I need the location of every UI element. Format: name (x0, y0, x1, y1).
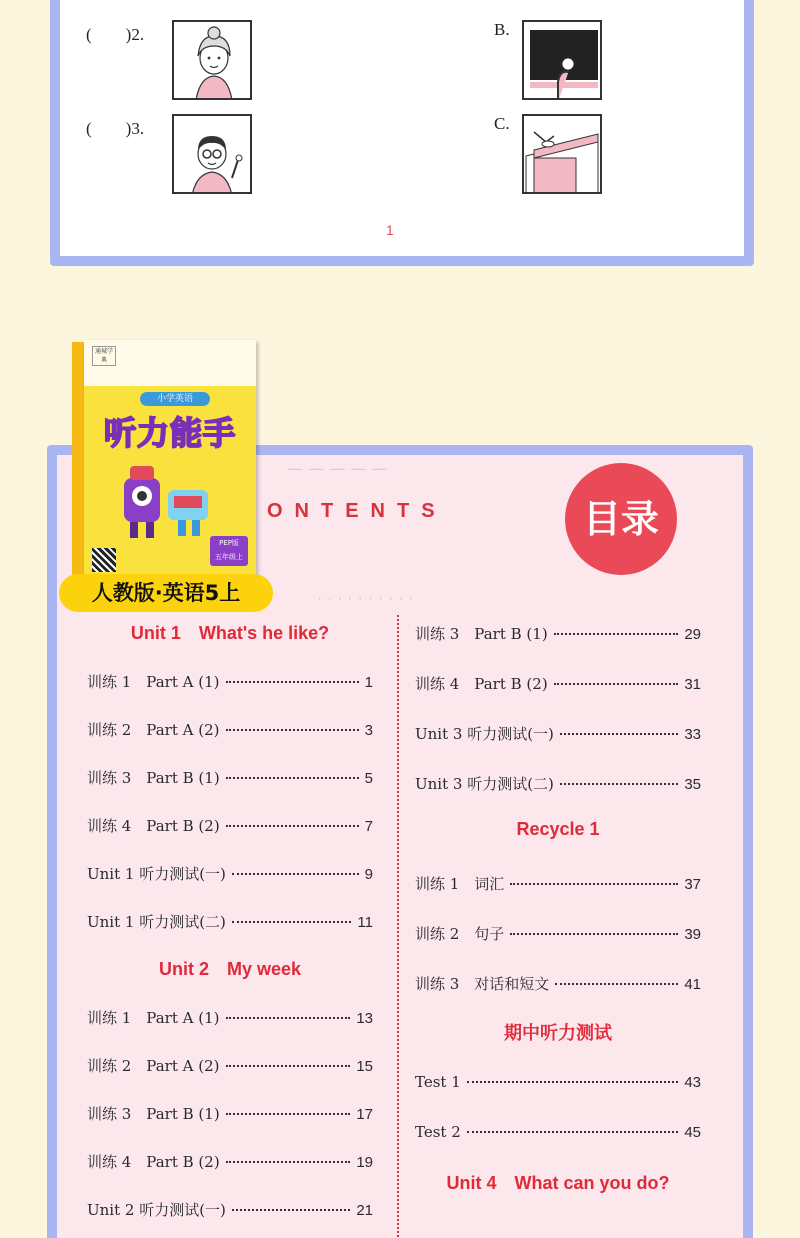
leader-dots (226, 729, 359, 731)
toc-entry-label: Test 2 (415, 1123, 461, 1141)
leader-dots (554, 683, 679, 685)
toc-entry[interactable] (87, 767, 373, 788)
toc-entry-label: 训练 1 词汇 (415, 875, 505, 893)
toc-entry-page: 21 (356, 1202, 373, 1219)
toc-entry-label: 训练 4 Part B (2) (415, 675, 548, 693)
section-heading: Unit 2 My week (158, 959, 302, 979)
toc-entry-label: Test 1 (415, 1073, 461, 1091)
book-cover (72, 340, 256, 584)
bleed-through-text: · · · · · · · · · · (317, 589, 414, 608)
leader-dots (554, 633, 679, 635)
robot-illustration (116, 460, 216, 546)
toc-entry-label: 训练 3 Part B (1) (87, 769, 220, 787)
toc-entry-label: 训练 2 Part A (2) (87, 721, 220, 739)
toc-entry-page: 15 (356, 1058, 373, 1075)
leader-dots (226, 1017, 351, 1019)
toc-entry-label: Unit 1 听力测试(一) (87, 865, 226, 883)
leader-dots (467, 1131, 679, 1133)
toc-entry[interactable] (415, 873, 701, 894)
leader-dots (555, 983, 678, 985)
toc-entry[interactable] (415, 923, 701, 944)
grade-badge-bottom: 五年级上 (215, 553, 243, 561)
toc-entry-page: 19 (356, 1154, 373, 1171)
grade-badge-top: PEP版 (219, 539, 239, 547)
leader-dots (467, 1081, 679, 1083)
toc-entry-label: Unit 3 听力测试(二) (415, 775, 554, 793)
toc-entry[interactable] (415, 1073, 701, 1091)
page-number: 1 (386, 222, 394, 238)
toc-entry[interactable] (415, 723, 701, 744)
toc-entry-label: Unit 2 听力测试(一) (87, 1201, 226, 1219)
leader-dots (232, 1209, 350, 1211)
toc-entry[interactable] (87, 1007, 373, 1028)
bleed-through-text: — — — — — (287, 459, 388, 478)
toc-entry-page: 39 (684, 926, 701, 943)
toc-entry[interactable] (87, 863, 373, 884)
toc-entry-label: 训练 1 Part A (1) (87, 673, 220, 691)
exercise-page (60, 0, 744, 256)
toc-entry-label: 训练 3 对话和短文 (415, 975, 550, 993)
qr-code (92, 548, 116, 572)
picture-blackboard (522, 20, 602, 100)
toc-entry-page: 29 (684, 626, 701, 643)
toc-entry[interactable] (87, 1199, 373, 1220)
toc-entry[interactable] (415, 623, 701, 644)
leader-dots (560, 733, 678, 735)
toc-entry[interactable] (87, 1055, 373, 1076)
toc-entry-page: 45 (684, 1124, 701, 1141)
column-divider (397, 615, 399, 1238)
toc-entry[interactable] (87, 815, 373, 836)
toc-entry[interactable] (415, 773, 701, 794)
toc-entry-label: 训练 4 Part B (2) (87, 817, 220, 835)
toc-entry-label: 训练 2 Part A (2) (87, 1057, 220, 1075)
toc-entry-label: 训练 3 Part B (1) (87, 1105, 220, 1123)
toc-entry-label: 训练 2 句子 (415, 925, 505, 943)
section-heading: 期中听力测试 (504, 1023, 612, 1043)
toc-entry[interactable] (87, 671, 373, 692)
toc-entry-page: 41 (684, 976, 701, 993)
toc-entry-page: 7 (364, 818, 373, 835)
leader-dots (226, 1065, 351, 1067)
leader-dots (226, 1161, 351, 1163)
toc-entry[interactable] (87, 911, 373, 932)
leader-dots (226, 1113, 351, 1115)
leader-dots (560, 783, 678, 785)
toc-entry-page: 5 (364, 770, 373, 787)
section-heading: Recycle 1 (516, 819, 600, 839)
toc-entry[interactable] (87, 1151, 373, 1172)
section-heading: Unit 4 What can you do? (446, 1173, 670, 1193)
exercise-page-frame (50, 0, 754, 266)
toc-entry-page: 31 (684, 676, 701, 693)
mulu-text: 目录 (582, 497, 659, 541)
publisher-logo: 通城学典 (92, 346, 116, 366)
leader-dots (510, 933, 678, 935)
toc-entry-page: 43 (684, 1074, 701, 1091)
toc-entry-page: 37 (684, 876, 701, 893)
toc-entry[interactable] (415, 1123, 701, 1141)
grade-badge (210, 536, 248, 566)
contents-heading: ONTENTS (267, 500, 447, 522)
section-heading: Unit 1 What's he like? (130, 623, 330, 643)
toc-entry-page: 3 (364, 722, 373, 739)
toc-entry-page: 1 (364, 674, 373, 691)
leader-dots (226, 681, 359, 683)
toc-entry-label: Unit 3 听力测试(一) (415, 725, 554, 743)
toc-entry-page: 17 (356, 1106, 373, 1123)
toc-entry[interactable] (415, 673, 701, 694)
toc-entry-page: 33 (684, 726, 701, 743)
option-c-label: C. (494, 114, 510, 133)
toc-entry-label: 训练 4 Part B (2) (87, 1153, 220, 1171)
toc-entry[interactable] (415, 973, 701, 994)
book-front (84, 340, 256, 584)
leader-dots (226, 825, 359, 827)
edition-banner: 人教版·英语5上 (59, 574, 273, 612)
question-2-label: ( )2. (86, 25, 145, 44)
leader-dots (232, 921, 352, 923)
toc-entry-label: Unit 1 听力测试(二) (87, 913, 226, 931)
toc-entry-page: 11 (357, 914, 373, 931)
toc-entry-page: 35 (684, 776, 701, 793)
mulu-badge (565, 463, 677, 575)
cover-title: 听力能手 (104, 414, 237, 452)
option-b-label: B. (494, 20, 510, 39)
toc-entry-label: 训练 1 Part A (1) (87, 1009, 220, 1027)
toc-entry-label: 训练 3 Part B (1) (415, 625, 548, 643)
leader-dots (232, 873, 359, 875)
toc-entry-page: 9 (364, 866, 373, 883)
leader-dots (226, 777, 359, 779)
picture-boy (172, 114, 252, 194)
toc-entry[interactable] (87, 719, 373, 740)
question-3-label: ( )3. (86, 119, 145, 138)
toc-entry[interactable] (87, 1103, 373, 1124)
picture-girl (172, 20, 252, 100)
leader-dots (510, 883, 678, 885)
picture-desk (522, 114, 602, 194)
cover-subtitle: 小学英语 (140, 392, 210, 406)
toc-entry-page: 13 (356, 1010, 373, 1027)
